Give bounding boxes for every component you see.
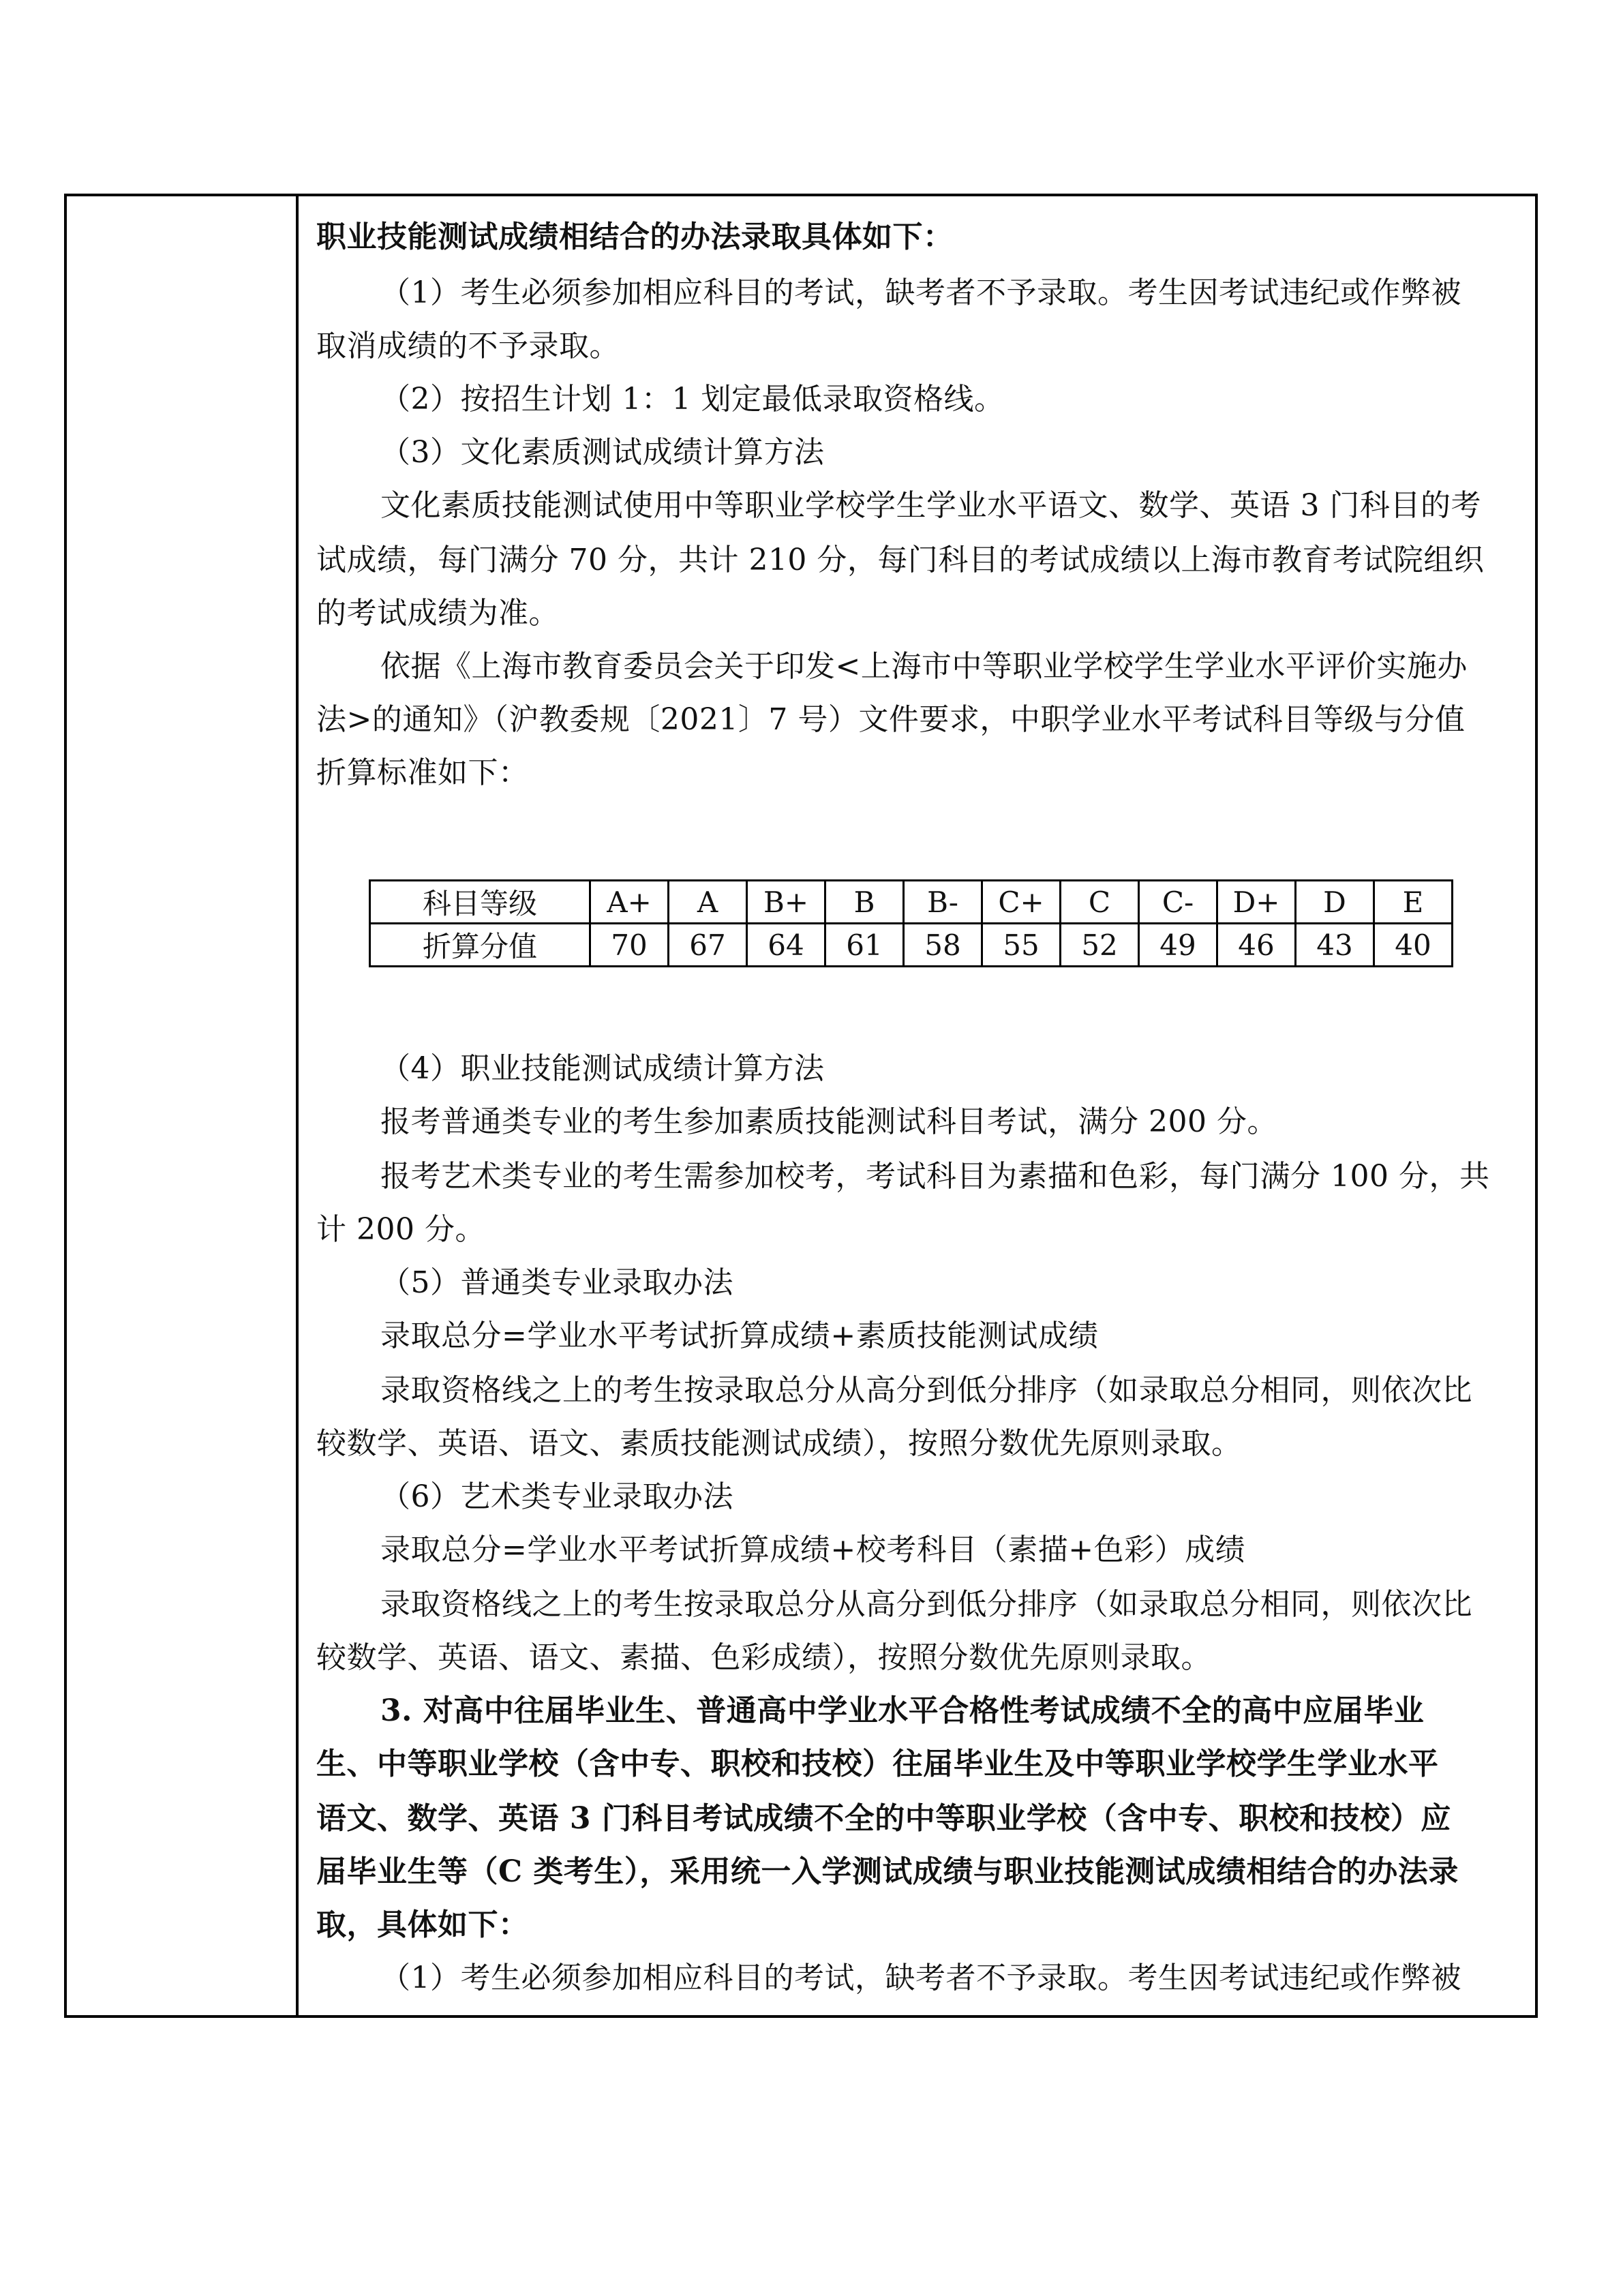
score-row-label: 折算分值 — [370, 924, 590, 967]
paragraph-general-rank-1: 录取资格线之上的考生按录取总分从高分到低分排序（如录取总分相同，则依次比 — [380, 1373, 1472, 1408]
grade-cell: A — [669, 881, 747, 924]
paragraph-section-3-1: 3. 对高中往届毕业生、普通高中学业水平合格性考试成绩不全的高中应届毕业 — [380, 1693, 1425, 1728]
grade-cell: C — [1061, 881, 1139, 924]
outer-table — [64, 194, 1538, 2018]
paragraph-general-rank-2: 较数学、英语、语文、素质技能测试成绩），按照分数优先原则录取。 — [316, 1426, 1242, 1461]
paragraph-general-exam: 报考普通类专业的考生参加素质技能测试科目考试，满分 200 分。 — [380, 1104, 1277, 1139]
grade-cell: D+ — [1217, 881, 1296, 924]
grade-cell: C- — [1139, 881, 1217, 924]
grade-cell: B+ — [747, 881, 825, 924]
paragraph-culture-1: 文化素质技能测试使用中等职业学校学生学业水平语文、数学、英语 3 门科目的考 — [380, 488, 1481, 523]
score-row — [370, 924, 1453, 967]
column-divider — [296, 196, 299, 2015]
paragraph-section-3-4: 届毕业生等（C 类考生），采用统一入学测试成绩与职业技能测试成绩相结合的办法录 — [316, 1854, 1459, 1889]
grade-row — [370, 881, 1453, 924]
score-cell: 40 — [1374, 924, 1453, 967]
paragraph-rule-4: （4）职业技能测试成绩计算方法 — [380, 1051, 825, 1086]
grade-row-label: 科目等级 — [370, 881, 590, 924]
score-cell: 43 — [1296, 924, 1374, 967]
paragraph-rule-1-cont: 取消成绩的不予录取。 — [316, 329, 620, 363]
paragraph-basis-2: 法>的通知》（沪教委规〔2021〕7 号）文件要求，中职学业水平考试科目等级与分值 — [316, 702, 1466, 737]
grade-cell: A+ — [590, 881, 669, 924]
score-cell: 64 — [747, 924, 825, 967]
paragraph-rule-3: （3）文化素质测试成绩计算方法 — [380, 435, 825, 470]
grade-cell: B — [825, 881, 904, 924]
paragraph-culture-2: 试成绩，每门满分 70 分，共计 210 分，每门科目的考试成绩以上海市教育考试院组织 — [316, 543, 1485, 577]
paragraph-intro: 职业技能测试成绩相结合的办法录取具体如下： — [316, 220, 954, 254]
paragraph-rule-6: （6）艺术类专业录取办法 — [380, 1479, 733, 1514]
grade-cell: E — [1374, 881, 1453, 924]
score-cell: 67 — [669, 924, 747, 967]
paragraph-basis-1: 依据《上海市教育委员会关于印发<上海市中等职业学校学生学业水平评价实施办 — [380, 649, 1468, 684]
grade-conversion-table — [369, 879, 1453, 967]
paragraph-culture-3: 的考试成绩为准。 — [316, 596, 559, 631]
grade-cell: D — [1296, 881, 1374, 924]
score-cell: 58 — [904, 924, 982, 967]
paragraph-section-3-3: 语文、数学、英语 3 门科目考试成绩不全的中等职业学校（含中专、职校和技校）应 — [316, 1801, 1451, 1836]
score-cell: 61 — [825, 924, 904, 967]
paragraph-rule-2: （2）按招生计划 1：1 划定最低录取资格线。 — [380, 382, 1005, 417]
paragraph-general-formula: 录取总分=学业水平考试折算成绩+素质技能测试成绩 — [380, 1318, 1099, 1353]
paragraph-rule-5: （5）普通类专业录取办法 — [380, 1265, 733, 1300]
grade-cell: C+ — [982, 881, 1061, 924]
score-cell: 49 — [1139, 924, 1217, 967]
score-cell: 70 — [590, 924, 669, 967]
paragraph-art-formula: 录取总分=学业水平考试折算成绩+校考科目（素描+色彩）成绩 — [380, 1532, 1246, 1567]
paragraph-c-rule-1: （1）考生必须参加相应科目的考试，缺考者不予录取。考生因考试违纪或作弊被 — [380, 1961, 1461, 1995]
paragraph-section-3-2: 生、中等职业学校（含中专、职校和技校）往届毕业生及中等职业学校学生学业水平 — [316, 1747, 1439, 1781]
paragraph-art-rank-1: 录取资格线之上的考生按录取总分从高分到低分排序（如录取总分相同，则依次比 — [380, 1587, 1472, 1622]
paragraph-rule-1: （1）考生必须参加相应科目的考试，缺考者不予录取。考生因考试违纪或作弊被 — [380, 275, 1461, 310]
paragraph-art-exam-1: 报考艺术类专业的考生需参加校考，考试科目为素描和色彩，每门满分 100 分，共 — [380, 1159, 1490, 1194]
paragraph-art-exam-2: 计 200 分。 — [316, 1212, 485, 1247]
grade-cell: B- — [904, 881, 982, 924]
score-cell: 55 — [982, 924, 1061, 967]
paragraph-basis-3: 折算标准如下： — [316, 755, 529, 790]
score-cell: 46 — [1217, 924, 1296, 967]
paragraph-section-3-5: 取，具体如下： — [316, 1907, 529, 1942]
score-cell: 52 — [1061, 924, 1139, 967]
paragraph-art-rank-2: 较数学、英语、语文、素描、色彩成绩），按照分数优先原则录取。 — [316, 1640, 1211, 1675]
